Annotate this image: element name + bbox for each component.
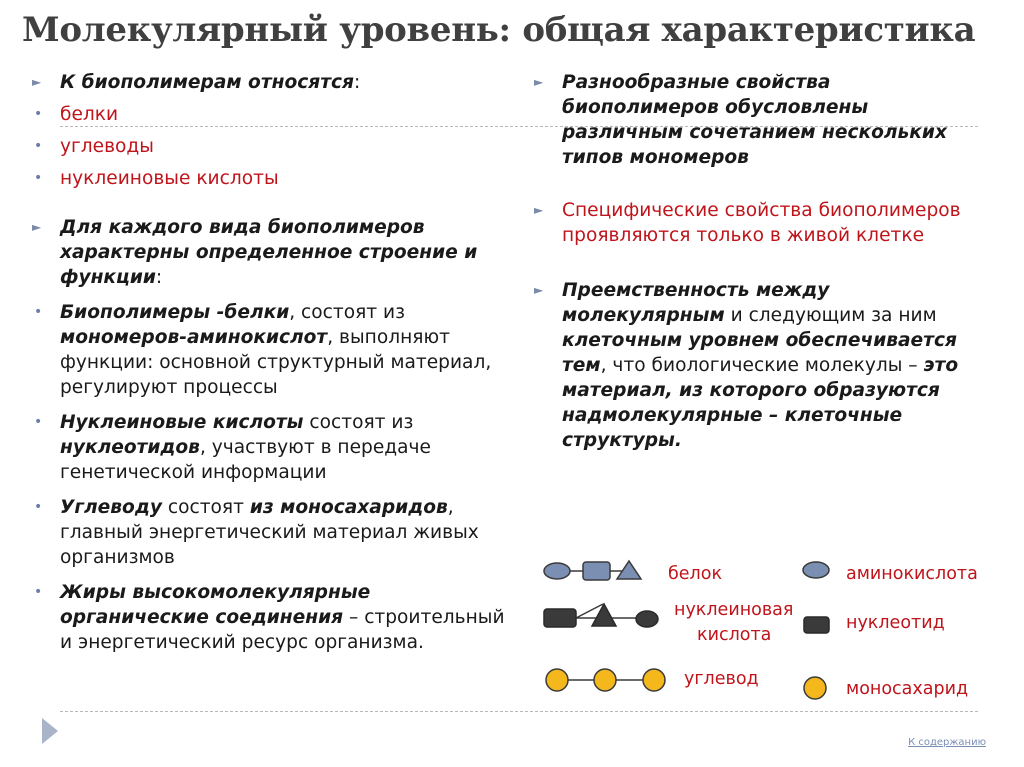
table-of-contents-link[interactable]: К содержанию	[908, 737, 986, 748]
list-item: • углеводы	[34, 136, 154, 157]
amino-acid-icon	[803, 562, 829, 578]
dot-bullet-icon: •	[34, 106, 43, 122]
paragraph-specific-props: ► Специфические свойства биополимеров проявляются только в живой клетке	[534, 200, 961, 246]
legend-label-amino: аминокислота	[846, 564, 978, 584]
legend-label-protein: белок	[668, 564, 723, 584]
arrow-bullet-icon: ►	[534, 283, 544, 297]
legend-label-nucleotide: нуклеотид	[846, 613, 945, 633]
dot-bullet-icon: •	[34, 138, 43, 154]
arrow-bullet-icon: ►	[534, 75, 544, 89]
list-item: • белки	[34, 104, 119, 125]
paragraph-monomers: ► Разнообразные свойства биополимеров обусловлены различным сочетанием нескольких типов мономеров	[534, 72, 947, 168]
paragraph-continuity: ► Преемственность между молекулярным и следующим за ним клеточным уровнем обеспечивается тем, что биологические молекулы – это материал, из которого образуются надмолекулярные – клеточные структуры.	[534, 280, 959, 451]
nucleic-acid-chain-icon	[544, 604, 658, 627]
legend-label-nucleic-1: нуклеиновая	[674, 600, 794, 620]
corner-arrow-icon	[40, 716, 60, 746]
legend-label-nucleic-2: кислота	[697, 625, 772, 645]
page-title: Молекулярный уровень: общая характеристика	[22, 10, 976, 50]
dot-bullet-icon: •	[34, 499, 43, 515]
list-item: • нуклеиновые кислоты	[34, 168, 279, 189]
nucleotide-icon	[804, 617, 829, 633]
legend-label-mono: моносахарид	[846, 679, 969, 699]
protein-chain-icon	[544, 561, 641, 580]
list-item-proteins: • Биополимеры -белки, состоят из мономеров-аминокислот, выполняют функции: основной структурный материал, регулируют процессы	[34, 302, 492, 398]
list-item-nucleic: • Нуклеиновые кислоты состоят из нуклеотидов, участвуют в передаче генетической информации	[34, 412, 431, 483]
dot-bullet-icon: •	[34, 584, 43, 600]
list-heading-structure: ► Для каждого вида биополимеров характерны определенное строение и функции:	[32, 217, 478, 288]
monosaccharide-icon	[804, 677, 826, 699]
arrow-bullet-icon: ►	[534, 203, 544, 217]
dot-bullet-icon: •	[34, 170, 43, 186]
list-item-fats: • Жиры высокомолекулярные органические соединения – строительный и энергетический ресурс организма.	[34, 582, 505, 653]
legend-label-carb: углевод	[684, 669, 759, 689]
carbohydrate-chain-icon	[546, 669, 665, 691]
dot-bullet-icon: •	[34, 414, 43, 430]
dot-bullet-icon: •	[34, 304, 43, 320]
list-item-carbs: • Углеводу состоят из моносахаридов, главный энергетический материал живых организмов	[34, 497, 479, 568]
arrow-bullet-icon: ►	[32, 75, 42, 89]
list-heading-biopolymers: ► К биополимерам относятся:	[32, 72, 361, 93]
arrow-bullet-icon: ►	[32, 220, 42, 234]
